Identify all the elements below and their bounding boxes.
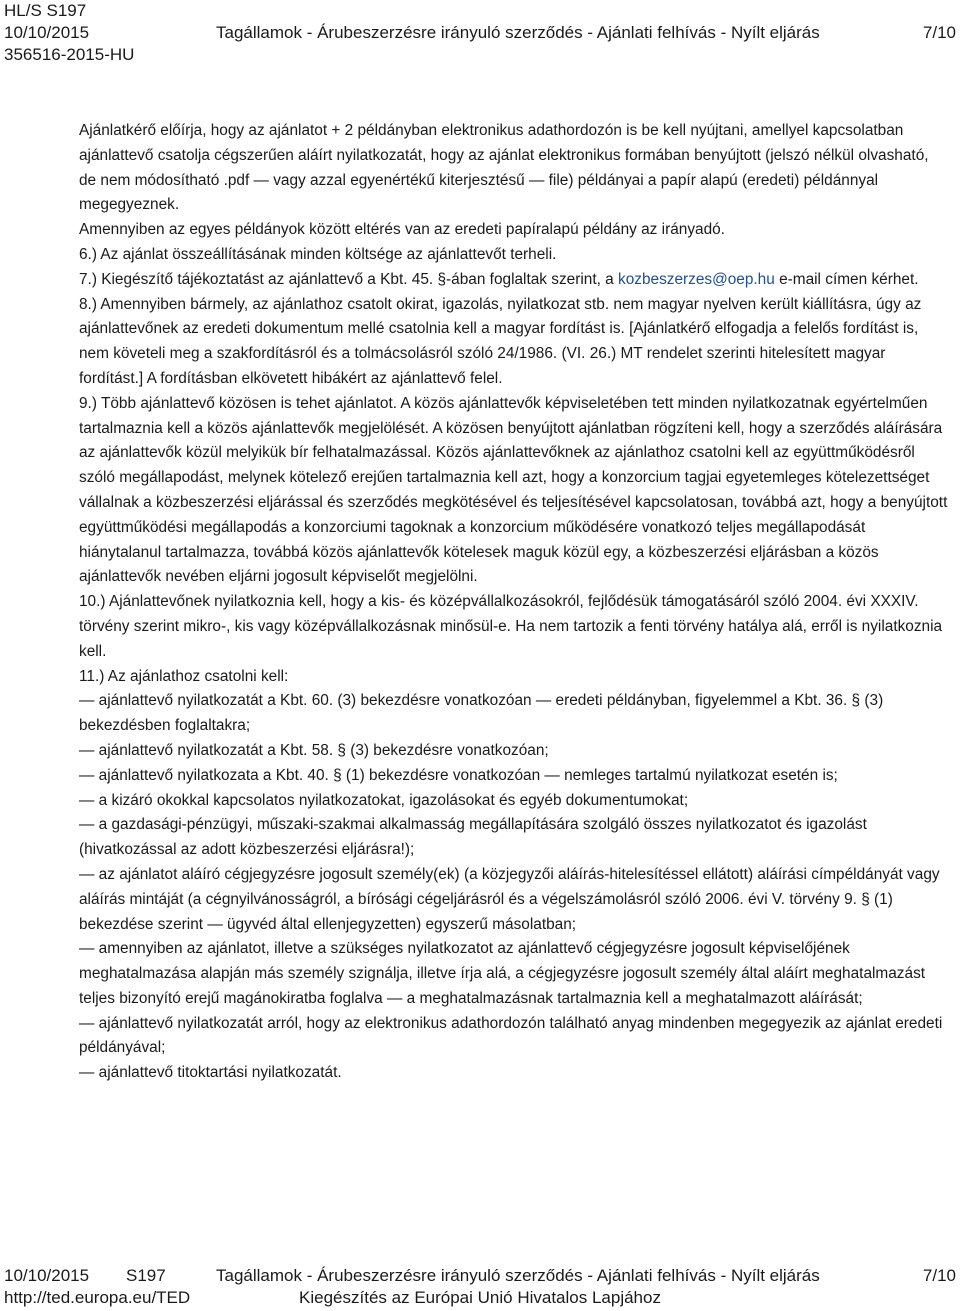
footer-date: 10/10/2015 — [4, 1266, 90, 1285]
paragraph-attachments-intro: 11.) Az ajánlathoz csatolni kell: — [79, 667, 289, 685]
paragraph-translation: 8.) Amennyiben bármely, az ajánlathoz csatolt okirat, igazolás, nyilatkozat stb. nem magyar nyelven került kiállításra, úgy az ajánlattevőnek az eredeti dokumentum mellé csatolnia kell a magyar fordítást is. [Ajánlatkérő elfogadja a felelős fordítást is, nem követeli meg a szakfordításról és a tolmácsolásról szóló 24/1986. (VI. 26.) MT rendelet szerinti hitelesített magyar fordítást.] A fordításban elkövetett hibákért az ajánlattevő felel. — [79, 295, 922, 387]
paragraph-discrepancy: Amennyiben az egyes példányok között eltérés van az eredeti papíralapú példány az irányadó. — [79, 221, 725, 239]
header-page-number: 7/10 — [922, 23, 956, 42]
footer-page-number: 7/10 — [922, 1266, 956, 1285]
footer-title: Tagállamok - Árubeszerzésre irányuló szerződés - Ajánlati felhívás - Nyílt eljárás — [216, 1266, 820, 1285]
paragraph-costs: 6.) Az ajánlat összeállításának minden költsége az ajánlattevőt terheli. — [79, 245, 557, 263]
list-item: — ajánlattevő titoktartási nyilatkozatát. — [79, 1064, 342, 1082]
paragraph-additional-info: 7.) Kiegészítő tájékoztatást az ajánlattevő a Kbt. 45. §-ában foglaltak szerint, a kozbeszerzes@oep.hu e-mail címen kérhet. — [79, 270, 919, 288]
list-item: — amennyiben az ajánlatot, illetve a szükséges nyilatkozatot az ajánlattevő cégjegyzésre jogosult képviselőjének meghatalmazása alapján más személy szignálja, illetve írja alá, a cégjegyzésre jogosult személy által aláírt meghatalmazást teljes bizonyító erejű magánokiratba foglalva — a meghatalmazásnak tartalmaznia kell a meghatalmazott aláírását; — [79, 940, 926, 1007]
header-doc-id: 356516-2015-HU — [4, 45, 135, 64]
paragraph-joint-tender: 9.) Több ajánlattevő közösen is tehet ajánlatot. A közös ajánlattevők képviseletében tett minden nyilatkozatnak egyértelműen tartalmaznia kell a közös ajánlattevők megjelölését. A közösen benyújtott ajánlatban rögzíteni kell, hogy a szerződés aláírására az ajánlattevők közül melyikük bír felhatalmazással. Közös ajánlattevőknek az ajánlathoz csatolni kell az együttműködésről szóló megállapodást, melynek kötelező erejűen tartalmaznia kell azt, hogy a konzorcium tagjai egyetemleges kötelezettséget vállalnak a közbeszerzési eljárással és szerződés megkötésével és teljesítésével kapcsolatosan, továbbá azt, hogy a benyújtott együttműködési megállapodás a konzorciumi tagoknak a konzorcium működésére vonatkozó teljes megállapodását hiánytalanul tartalmazza, továbbá közös ajánlattevők kötelesek maguk közül egy, a közbeszerzési eljárásban a közös ajánlattevők nevében eljárni jogosult képviselőt megjelölni. — [79, 394, 948, 586]
list-item: — ajánlattevő nyilatkozatát a Kbt. 58. § (3) bekezdésre vonatkozóan; — [79, 741, 549, 759]
list-item: — a kizáró okokkal kapcsolatos nyilatkozatokat, igazolásokat és egyéb dokumentumokat; — [79, 791, 689, 809]
email-link[interactable]: kozbeszerzes@oep.hu — [618, 270, 775, 288]
header-title: Tagállamok - Árubeszerzésre irányuló szerződés - Ajánlati felhívás - Nyílt eljárás — [216, 23, 820, 42]
list-item: — a gazdasági-pénzügyi, műszaki-szakmai alkalmasság megállapítására szolgáló összes nyilatkozatot és igazolást (hivatkozással az adott közbeszerzési eljárásra!); — [79, 816, 867, 859]
paragraph-electronic-copy: Ajánlatkérő előírja, hogy az ajánlatot + 2 példányban elektronikus adathordozón is be kell nyújtani, amellyel kapcsolatban ajánlattevő csatolja cégszerűen aláírt nyilatkozatát, hogy az ajánlat elektronikus formában benyújtott (jelszó nélkül olvasható, de nem módosítható .pdf — vagy azzal egyenértékű kiterjesztésű — file) példányai a papír alapú (eredeti) példánnyal megegyeznek. — [79, 122, 929, 214]
list-item: — ajánlattevő nyilatkozatát a Kbt. 60. (3) bekezdésre vonatkozóan — eredeti példányban, figyelemmel a Kbt. 36. § (3) bekezdésben foglaltakra; — [79, 692, 884, 735]
footer-publisher: Kiegészítés az Európai Unió Hivatalos Lapjához — [299, 1288, 661, 1307]
list-item: — az ajánlatot aláíró cégjegyzésre jogosult személy(ek) (a közjegyzői aláírás-hitelesítéssel ellátott) aláírási címpéldányát vagy aláírás mintáját (a cégnyilvánosságról, a bírósági cégeljárásról és a végelszámolásról szóló 2006. évi V. törvény 9. § (1) bekezdése szerint — ügyvéd által ellenjegyzetten) egyszerű másolatban; — [79, 865, 940, 933]
list-item: — ajánlattevő nyilatkozatát arról, hogy az elektronikus adathordozón található anyag mindenben megegyezik az ajánlat eredeti példányával; — [79, 1014, 943, 1057]
footer-url[interactable]: http://ted.europa.eu/TED — [4, 1288, 191, 1307]
page-header — [4, 0, 956, 66]
document-body — [79, 119, 949, 1086]
header-code: HL/S S197 — [4, 1, 87, 20]
page-footer — [4, 1265, 956, 1309]
footer-code: S197 — [126, 1266, 166, 1285]
list-item: — ajánlattevő nyilatkozata a Kbt. 40. § (1) bekezdésre vonatkozóan — nemleges tartalmú nyilatkozat esetén is; — [79, 766, 838, 784]
paragraph-sme-declaration: 10.) Ajánlattevőnek nyilatkoznia kell, hogy a kis- és középvállalkozásokról, fejlődésük támogatásáról szóló 2004. évi XXXIV. törvény szerint mikro-, kis vagy középvállalkozásnak minősül-e. Ha nem tartozik a fenti törvény hatálya alá, erről is nyilatkoznia kell. — [79, 593, 943, 660]
header-date: 10/10/2015 — [4, 23, 90, 42]
